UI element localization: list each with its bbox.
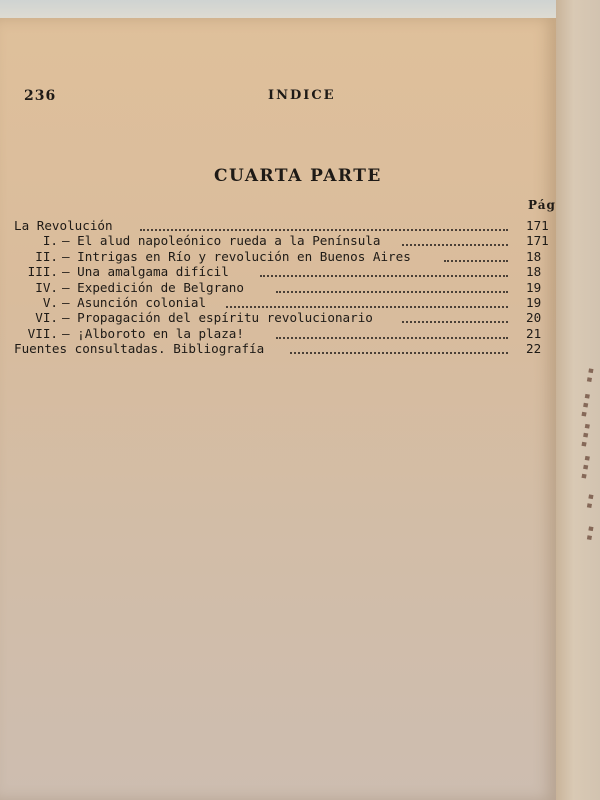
toc-entry [14, 218, 554, 233]
dot-leader [140, 218, 508, 231]
toc-entry-page: 21 [526, 325, 542, 341]
dot-leader [276, 280, 508, 293]
toc-entry-title: — Asunción colonial [62, 294, 207, 310]
toc-entry [14, 326, 554, 341]
toc-entry-page: 19 [526, 294, 542, 310]
toc-entry [14, 249, 554, 264]
dot-leader [276, 326, 508, 339]
toc-entry-number: I. [42, 233, 58, 249]
adjacent-page-edge [556, 0, 600, 800]
page-number: 236 [24, 88, 57, 104]
toc-entry-title: — El alud napoleónico rueda a la Península [62, 233, 381, 249]
running-head: INDICE [268, 88, 336, 103]
toc-entry-title: — Una amalgama difícil [62, 264, 229, 280]
toc-entry-number: VI. [35, 310, 58, 326]
toc-entry-number: IV. [35, 279, 58, 295]
toc-entry-page: 18 [526, 264, 542, 280]
dot-leader [226, 295, 508, 308]
part-title: CUARTA PARTE [214, 166, 382, 186]
dot-leader [402, 233, 508, 246]
show-through-print: ▪ ▪ [584, 366, 597, 384]
book-page [0, 18, 556, 800]
toc-entry [14, 264, 554, 279]
show-through-print: ▪ ▪ [584, 524, 597, 542]
toc-entry-page: 171 [526, 233, 549, 249]
toc-entry [14, 310, 554, 325]
toc-entry-number: VII. [27, 325, 58, 341]
dot-leader [402, 310, 508, 323]
toc-entry-number: III. [27, 264, 58, 280]
toc-entry-page: 20 [526, 310, 542, 326]
toc-entry [14, 280, 554, 295]
toc-entry-number: II. [35, 248, 58, 264]
toc-entry [14, 233, 554, 248]
toc-entry [14, 341, 554, 356]
dot-leader [260, 264, 508, 277]
toc-entry-number: V. [42, 294, 58, 310]
toc-entry-title: La Revolución [14, 218, 113, 233]
toc-entry-title: — Intrigas en Río y revolución en Buenos Aires [62, 248, 411, 264]
toc-entry-page: 171 [526, 218, 549, 233]
page-column-label: Pág [528, 198, 556, 212]
show-through-print: ▪ ▪ ▪ [578, 392, 593, 418]
toc-entry [14, 295, 554, 310]
toc-entry-title: — Propagación del espíritu revolucionario [62, 310, 373, 326]
toc-entry-page: 19 [526, 279, 542, 295]
show-through-print: ▪ ▪ [584, 492, 597, 510]
table-of-contents [14, 218, 570, 357]
dot-leader [444, 249, 508, 262]
toc-entry-page: 22 [526, 341, 542, 357]
show-through-print: ▪ ▪ ▪ [578, 422, 593, 448]
toc-entry-title: — Expedición de Belgrano [62, 279, 244, 295]
dot-leader [290, 341, 508, 354]
show-through-print: ▪ ▪ ▪ [578, 454, 593, 480]
toc-entry-page: 18 [526, 248, 542, 264]
toc-entry-title: Fuentes consultadas. Bibliografía [14, 341, 265, 357]
toc-entry-title: — ¡Alboroto en la plaza! [62, 325, 244, 341]
